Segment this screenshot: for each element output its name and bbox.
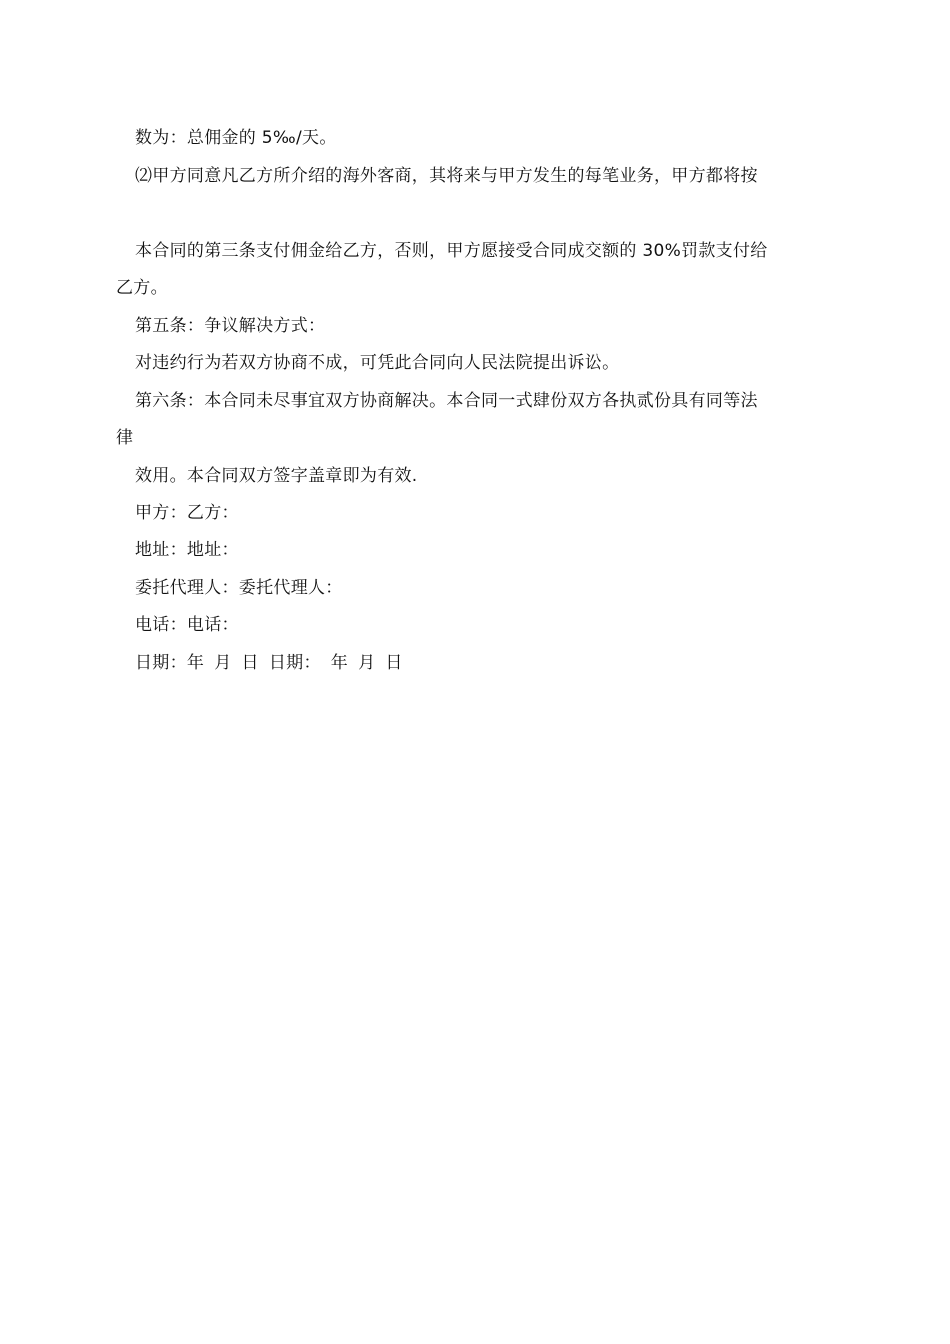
article-5-body: 对违约行为若双方协商不成，可凭此合同向人民法院提出诉讼。: [135, 353, 620, 373]
signature-party-line: 甲方：乙方：: [135, 503, 239, 523]
signature-agent-line: 委托代理人：委托代理人：: [135, 578, 343, 598]
date-label-b: 日期：: [268, 653, 321, 673]
signature-phone-line: 电话：电话：: [135, 615, 239, 635]
date-month-a: 月: [214, 653, 232, 673]
article-6-effect: 效用。本合同双方签字盖章即为有效.: [135, 466, 418, 486]
paragraph-clause-2-end: 乙方。: [116, 278, 168, 298]
date-day-b: 日: [385, 653, 403, 673]
date-month-b: 月: [358, 653, 376, 673]
date-year-b: 年: [330, 653, 349, 673]
paragraph-clause-2: ⑵甲方同意凡乙方所介绍的海外客商，其将来与甲方发生的每笔业务，甲方都将按: [135, 166, 758, 186]
date-year-a: 年: [186, 653, 205, 673]
signature-address-line: 地址：地址：: [135, 540, 239, 560]
article-5-heading: 第五条：争议解决方式：: [135, 316, 326, 336]
date-day-a: 日: [241, 653, 259, 673]
article-6-wrap: 律: [116, 428, 134, 448]
signature-date-line: [135, 652, 403, 674]
paragraph-clause-2-continued: 本合同的第三条支付佣金给乙方，否则，甲方愿接受合同成交额的 30%罚款支付给: [135, 241, 768, 261]
date-label-a: 日期：: [135, 653, 187, 673]
article-6-body: 第六条：本合同未尽事宜双方协商解决。本合同一式肆份双方各执贰份具有同等法: [135, 391, 758, 411]
paragraph-penalty-rate: 数为：总佣金的 5‰/天。: [135, 128, 337, 148]
